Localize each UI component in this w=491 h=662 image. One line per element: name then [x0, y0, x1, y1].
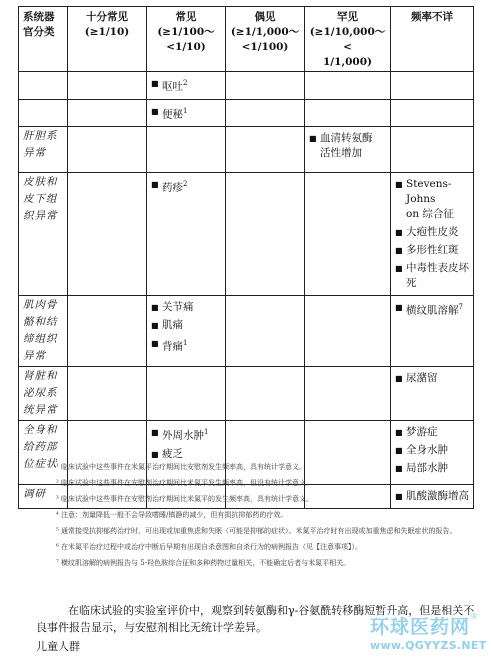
frequency-cell-unknown: [391, 72, 474, 100]
footnote-7: ⁷ 横纹肌溶解的病例报告与 5-羟色胺综合征和多种药物过量相关，不能确定后者与米氮平相关。: [56, 559, 351, 567]
header-rare: 罕见 (≥1/10,000～< 1/1,000): [305, 7, 391, 72]
frequency-cell-rare: [305, 296, 391, 367]
adverse-reaction-item: ■ Stevens-Johns on 综合征: [395, 178, 454, 220]
bullet-icon: ■: [151, 428, 159, 437]
system-organ-class-cell: 调研: [19, 485, 68, 509]
bullet-icon: ■: [395, 180, 403, 189]
frequency-cell-common: [147, 127, 226, 173]
frequency-cell-very-common: [68, 296, 147, 367]
registered-mark: ®: [470, 612, 479, 621]
frequency-cell-rare: [305, 72, 391, 100]
frequency-cell-uncommon: [226, 99, 305, 127]
system-organ-class-cell: 肝胆系 异常: [19, 127, 68, 173]
adverse-reaction-item: ■ 关节痛: [151, 301, 194, 313]
header-uncommon: 偶见 (≥1/1,000～ <1/100): [226, 7, 305, 72]
table-row: [19, 367, 474, 421]
bullet-icon: ■: [151, 449, 159, 459]
system-organ-class-cell: 皮肤和 皮下组 织异常: [19, 173, 68, 296]
bullet-icon: ■: [151, 339, 159, 348]
adverse-reaction-item: ■ 梦游症: [395, 426, 438, 438]
frequency-cell-uncommon: [226, 173, 305, 296]
footnote-6: ⁶ 在米氮平治疗过程中或治疗中断后早期有出现自杀意图和自杀行为的病例报告（见【注意事项】）。: [56, 543, 363, 551]
footnote-3: ³ 临床试验中这些事件在安慰剂治疗期间比米氮平的发生频率高，具有统计学意义。: [56, 495, 314, 503]
frequency-cell-unknown: [391, 367, 474, 421]
header-system: 系统器 官分类: [19, 7, 68, 72]
adverse-reaction-item: ■ 背痛$^1$: [151, 336, 221, 355]
frequency-cell-very-common: [68, 173, 147, 296]
system-organ-class-cell: [19, 99, 68, 127]
table-row: [19, 296, 474, 367]
watermark-logo: [370, 612, 487, 652]
frequency-cell-very-common: [68, 72, 147, 100]
watermark-text: 环球医药网: [370, 616, 471, 638]
bullet-icon: ■: [395, 264, 403, 273]
bullet-icon: ■: [151, 180, 159, 189]
table-row: [19, 173, 474, 296]
adverse-reaction-item: ■ 肌酸激酶增高: [395, 490, 469, 502]
header-unknown: 频率不详: [391, 7, 474, 72]
bullet-icon: ■: [151, 303, 159, 312]
adverse-reaction-item: ■ 局部水肿: [395, 462, 448, 474]
bullet-icon: ■: [395, 374, 403, 383]
bullet-icon: ■: [395, 428, 403, 437]
system-organ-class-cell: 肾脏和 泌尿系 统异常: [19, 367, 68, 421]
frequency-cell-rare: [305, 367, 391, 421]
adverse-reaction-item: ■ 血清转氨酶 活性增加: [309, 132, 373, 159]
bullet-icon: ■: [395, 228, 403, 237]
frequency-cell-uncommon: [226, 367, 305, 421]
table-header-row: [19, 7, 474, 72]
system-organ-class-cell: 肌肉骨 骼和结 缔组织 异常: [19, 296, 68, 367]
adverse-reaction-item: ■ 中毒性表皮坏 死: [395, 262, 469, 289]
adverse-reaction-table: [18, 6, 474, 509]
adverse-reaction-item: ■ 多形性红斑: [395, 244, 459, 256]
frequency-cell-uncommon: [226, 296, 305, 367]
frequency-cell-very-common: [68, 99, 147, 127]
footnote-4: ⁴ 注意：剂量降低一般不会导致嗜睡/镇静的减少，但有损抗抑郁药的疗效。: [56, 511, 288, 519]
frequency-cell-very-common: [68, 367, 147, 421]
system-organ-class-cell: [19, 72, 68, 100]
adverse-reaction-item: ■ 呕吐$^2$: [151, 76, 221, 95]
footnote-5: ⁵ 通常接受抗抑郁药治疗时，可出现或加重焦虑和失眠（可能是抑郁的症状）。米氮平治疗时有出现或加重焦虑和失眠症状的报告。: [56, 527, 457, 535]
footnote-2: ² 临床试验中这些事件在安慰剂治疗期间比米氮平发生频率高，但没有统计学意义。: [56, 479, 314, 487]
adverse-reaction-item: ■ 便秘$^1$: [151, 104, 221, 123]
bullet-icon: ■: [395, 303, 403, 312]
adverse-reaction-item: ■ 大疱性皮炎: [395, 226, 459, 238]
bullet-icon: ■: [151, 321, 159, 330]
adverse-reaction-item: ■ 疲乏: [151, 447, 183, 460]
bullet-icon: ■: [395, 246, 403, 255]
header-very-common: 十分常见 (≥1/10): [68, 7, 147, 72]
frequency-cell-common: [147, 367, 226, 421]
bullet-icon: ■: [395, 464, 403, 473]
frequency-cell-unknown: [391, 127, 474, 173]
frequency-cell-common: [147, 72, 226, 100]
frequency-cell-rare: [305, 99, 391, 127]
bullet-icon: ■: [395, 492, 403, 501]
frequency-cell-unknown: [391, 173, 474, 296]
bullet-icon: ■: [151, 79, 159, 88]
frequency-cell-uncommon: [226, 72, 305, 100]
adverse-reaction-item: ■ 药疹$^2$: [151, 177, 221, 196]
adverse-reaction-item: ■ 尿潴留: [395, 372, 438, 384]
adverse-reaction-item: ■ 肌痛: [151, 319, 183, 331]
adverse-reaction-item: ■ 全身水肿: [395, 444, 448, 456]
frequency-cell-unknown: [391, 99, 474, 127]
footnote-1: ¹ 临床试验中这些事件在米氮平治疗期间比安慰剂发生频率高，具有统计学意义。: [56, 463, 307, 471]
table-row: [19, 99, 474, 127]
frequency-cell-common: [147, 296, 226, 367]
table-row: [19, 127, 474, 173]
watermark-url: www.QGYYZS.NET: [370, 639, 487, 652]
frequency-cell-very-common: [68, 127, 147, 173]
frequency-cell-unknown: [391, 296, 474, 367]
bullet-icon: ■: [309, 134, 317, 143]
frequency-cell-rare: [305, 127, 391, 173]
bullet-icon: ■: [395, 446, 403, 455]
footnotes: [56, 462, 476, 574]
system-organ-class-cell: 全身和 给药部 位症状: [19, 421, 68, 485]
frequency-cell-rare: [305, 173, 391, 296]
header-common: 常见 (≥1/100～ <1/10): [147, 7, 226, 72]
frequency-cell-common: [147, 99, 226, 127]
frequency-cell-uncommon: [226, 127, 305, 173]
adverse-reaction-item: ■ 外周水肿$^1$: [151, 425, 221, 444]
section-heading-children: 儿童人群: [36, 640, 80, 653]
bullet-icon: ■: [151, 106, 159, 116]
table-row: [19, 72, 474, 100]
adverse-reaction-item: ■ 横纹肌溶解$^7$: [395, 300, 469, 319]
frequency-cell-common: [147, 173, 226, 296]
lab-evaluation-paragraph: 在临床试验的实验室评价中，观察到转氨酶和γ-谷氨酰转移酶短暂升高，但是相关不良事件报告显示，与安慰剂相比无统计学差异。: [36, 604, 475, 634]
